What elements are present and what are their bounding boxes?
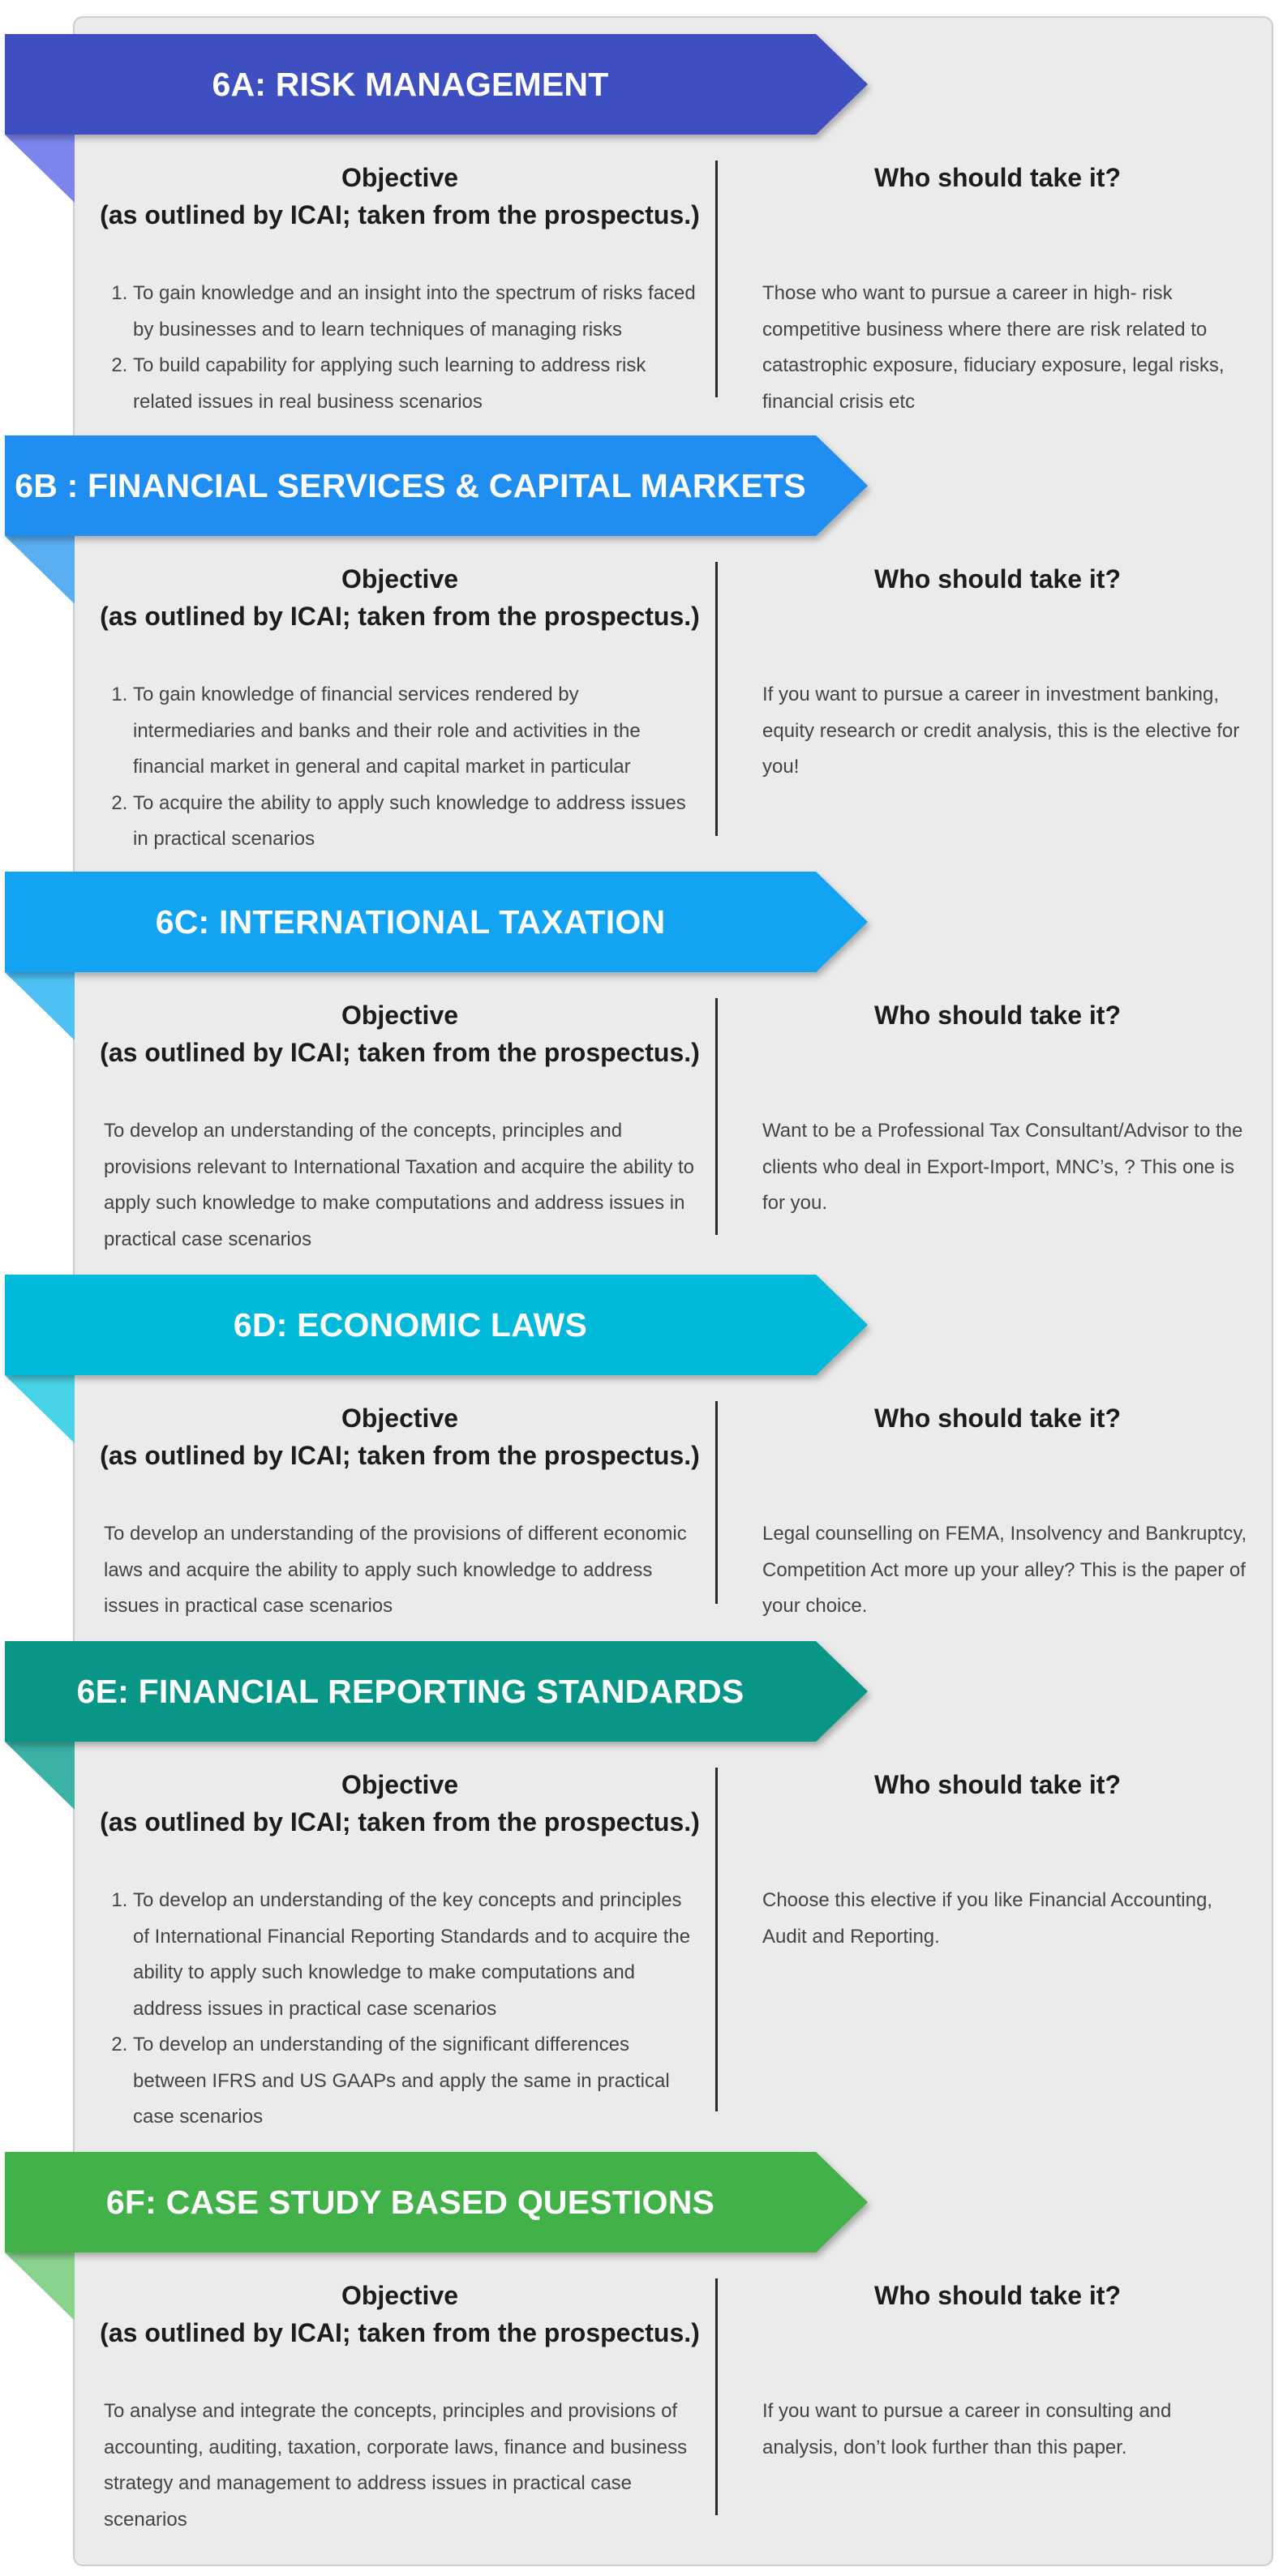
objective-text bbox=[104, 677, 701, 858]
section-banner bbox=[5, 1641, 868, 1742]
section-title: 6B : FINANCIAL SERVICES & CAPITAL MARKETS bbox=[15, 467, 806, 504]
objective-text bbox=[104, 276, 701, 420]
who-text: Choose this elective if you like Financial Accounting, Audit and Reporting. bbox=[762, 1889, 1212, 1948]
objective-heading: Objective (as outlined by ICAI; taken from the prospectus.) bbox=[100, 2281, 700, 2347]
section-banner bbox=[5, 2152, 868, 2252]
objective-text: To develop an understanding of the provisions of different economic laws and acquire the ability to apply such knowledge to address issues in practical case scenarios bbox=[104, 1523, 687, 1617]
who-heading: Who should take it? bbox=[874, 2281, 1121, 2310]
section-title: 6A: RISK MANAGEMENT bbox=[212, 66, 609, 103]
objective-heading: Objective (as outlined by ICAI; taken from the prospectus.) bbox=[100, 1001, 700, 1067]
column-divider bbox=[715, 998, 718, 1235]
who-text: Those who want to pursue a career in high- risk competitive business where there are risk related to catastrophic exposure, fiduciary exposure, legal risks, financial crisis etc bbox=[762, 282, 1225, 413]
banner-fold bbox=[5, 1375, 75, 1443]
objective-text bbox=[104, 1883, 701, 2136]
section-title: 6F: CASE STUDY BASED QUESTIONS bbox=[105, 2184, 715, 2221]
who-heading: Who should take it? bbox=[874, 1001, 1121, 1030]
column-divider bbox=[715, 2278, 718, 2515]
objective-heading: Objective (as outlined by ICAI; taken from the prospectus.) bbox=[100, 163, 700, 229]
who-text: Legal counselling on FEMA, Insolvency and Bankruptcy, Competition Act more up your alley? This is the paper of your choice. bbox=[762, 1523, 1247, 1617]
objective-item: 1. To gain knowledge and an insight into the spectrum of risks faced by businesses and to learn techniques of managing risks bbox=[133, 276, 701, 348]
column-divider bbox=[715, 562, 718, 836]
banner-fold bbox=[5, 1742, 75, 1810]
objective-heading: Objective (as outlined by ICAI; taken from the prospectus.) bbox=[100, 1770, 700, 1837]
who-heading: Who should take it? bbox=[874, 163, 1121, 192]
section-banner bbox=[5, 34, 868, 135]
section-title: 6E: FINANCIAL REPORTING STANDARDS bbox=[76, 1673, 744, 1710]
who-text: Want to be a Professional Tax Consultant/Advisor to the clients who deal in Export-Import, MNC’s, ? This one is for you. bbox=[762, 1120, 1243, 1214]
banner-fold bbox=[5, 536, 75, 604]
column-divider bbox=[715, 1768, 718, 2111]
banner-fold bbox=[5, 972, 75, 1040]
section-banner bbox=[5, 435, 868, 536]
objective-text: To develop an understanding of the concepts, principles and provisions relevant to International Taxation and acquire the ability to apply such knowledge to make computations and address issues in practical case scenarios bbox=[104, 1120, 695, 1250]
objective-item: 2. To acquire the ability to apply such knowledge to address issues in practical scenarios bbox=[133, 786, 701, 858]
who-text: If you want to pursue a career in consulting and analysis, don’t look further than this paper. bbox=[762, 2400, 1172, 2458]
who-heading: Who should take it? bbox=[874, 564, 1121, 594]
objective-text: To analyse and integrate the concepts, principles and provisions of accounting, auditing, taxation, corporate laws, finance and business strategy and management to address issues in practical case scenarios bbox=[104, 2400, 688, 2531]
who-heading: Who should take it? bbox=[874, 1404, 1121, 1433]
who-text: If you want to pursue a career in investment banking, equity research or credit analysis, this is the elective for you! bbox=[762, 684, 1240, 778]
section-title: 6C: INTERNATIONAL TAXATION bbox=[155, 903, 666, 941]
column-divider bbox=[715, 1401, 718, 1604]
banner-fold bbox=[5, 135, 75, 203]
section-banner bbox=[5, 872, 868, 972]
column-divider bbox=[715, 161, 718, 397]
objective-heading: Objective (as outlined by ICAI; taken from the prospectus.) bbox=[100, 1404, 700, 1470]
who-heading: Who should take it? bbox=[874, 1770, 1121, 1799]
objective-heading: Objective (as outlined by ICAI; taken from the prospectus.) bbox=[100, 564, 700, 631]
objective-item: 1. To develop an understanding of the key concepts and principles of International Financial Reporting Standards and to acquire the ability to apply such knowledge to make computations and address issues in practical case scenarios bbox=[133, 1883, 701, 2027]
banner-fold bbox=[5, 2252, 75, 2321]
section-banner bbox=[5, 1275, 868, 1375]
objective-item: 2. To build capability for applying such learning to address risk related issues in real business scenarios bbox=[133, 348, 701, 420]
objective-item: 1. To gain knowledge of financial services rendered by intermediaries and banks and their role and activities in the financial market in general and capital market in particular bbox=[133, 677, 701, 786]
objective-item: 2. To develop an understanding of the significant differences between IFRS and US GAAPs and apply the same in practical case scenarios bbox=[133, 2027, 701, 2136]
section-title: 6D: ECONOMIC LAWS bbox=[233, 1306, 588, 1344]
